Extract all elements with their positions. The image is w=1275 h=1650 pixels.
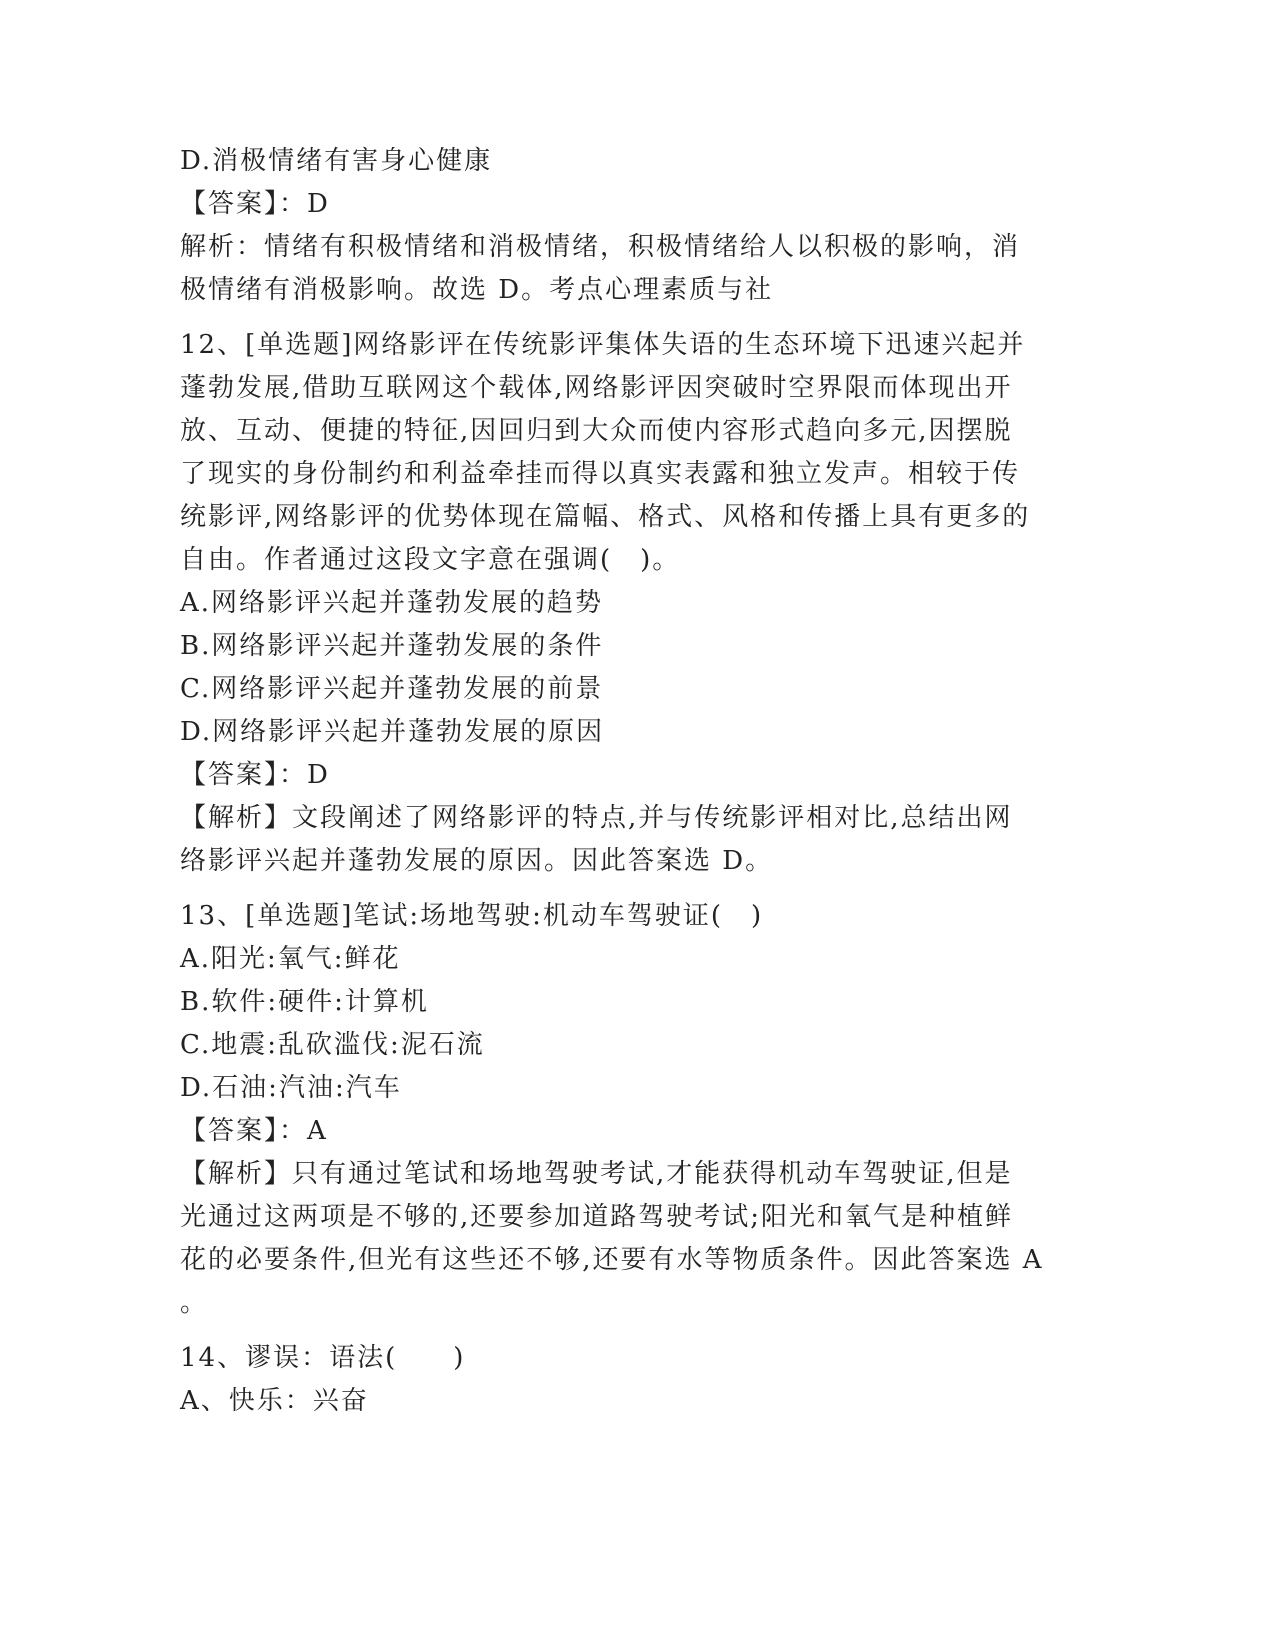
q12-option-a: A.网络影评兴起并蓬勃发展的趋势 [180, 588, 604, 618]
q12-explanation-line: 【解析】文段阐述了网络影评的特点,并与传统影评相对比,总结出网 [180, 803, 1013, 833]
q12-option-d: D.网络影评兴起并蓬勃发展的原因 [180, 717, 605, 747]
q12-stem-line: 统影评,网络影评的优势体现在篇幅、格式、风格和传播上具有更多的 [180, 502, 1031, 532]
q12-option-c: C.网络影评兴起并蓬勃发展的前景 [180, 674, 604, 704]
q12-stem-line: 了现实的身份制约和利益牵挂而得以真实表露和独立发声。相较于传 [180, 459, 1021, 489]
q12-explanation-line: 络影评兴起并蓬勃发展的原因。因此答案选 D。 [180, 846, 774, 876]
q12-option-b: B.网络影评兴起并蓬勃发展的条件 [180, 631, 604, 661]
q12-answer: 【答案】：D [180, 760, 330, 790]
q11-answer: 【答案】：D [180, 189, 330, 219]
q13-option-b: B.软件:硬件:计算机 [180, 987, 429, 1017]
q12-stem-line: 12、[单选题]网络影评在传统影评集体失语的生态环境下迅速兴起并 [180, 330, 1026, 360]
q13-option-a: A.阳光:氧气:鲜花 [180, 944, 401, 974]
q13-stem: 13、[单选题]笔试:场地驾驶:机动车驾驶证( ) [180, 901, 764, 931]
q13-option-c: C.地震:乱砍滥伐:泥石流 [180, 1030, 485, 1060]
q12-stem-line: 自由。作者通过这段文字意在强调( )。 [180, 545, 681, 575]
q14-stem: 14、谬误：语法( ) [180, 1343, 466, 1373]
document-page [180, 140, 1080, 1423]
q13-option-d: D.石油:汽油:汽车 [180, 1073, 402, 1103]
q11-option-d: D.消极情绪有害身心健康 [180, 146, 493, 176]
q13-explanation-line: 【解析】只有通过笔试和场地驾驶考试,才能获得机动车驾驶证,但是 [180, 1159, 1013, 1189]
q12-stem-line: 蓬勃发展,借助互联网这个载体,网络影评因突破时空界限而体现出开 [180, 373, 1013, 403]
q13-explanation-line: 花的必要条件,但光有这些还不够,还要有水等物质条件。因此答案选 A [180, 1245, 1044, 1275]
q13-answer: 【答案】：A [180, 1116, 328, 1146]
q14-option-a: A、快乐：兴奋 [180, 1386, 369, 1416]
q11-explanation-line: 极情绪有消极影响。故选 D。考点心理素质与社 [180, 275, 774, 305]
q13-explanation-line: 光通过这两项是不够的,还要参加道路驾驶考试;阳光和氧气是种植鲜 [180, 1202, 1014, 1232]
q11-explanation-line: 解析：情绪有积极情绪和消极情绪，积极情绪给人以积极的影响，消 [180, 232, 1021, 262]
q12-stem-line: 放、互动、便捷的特征,因回归到大众而使内容形式趋向多元,因摆脱 [180, 416, 1013, 446]
q13-explanation-line: 。 [180, 1288, 209, 1318]
